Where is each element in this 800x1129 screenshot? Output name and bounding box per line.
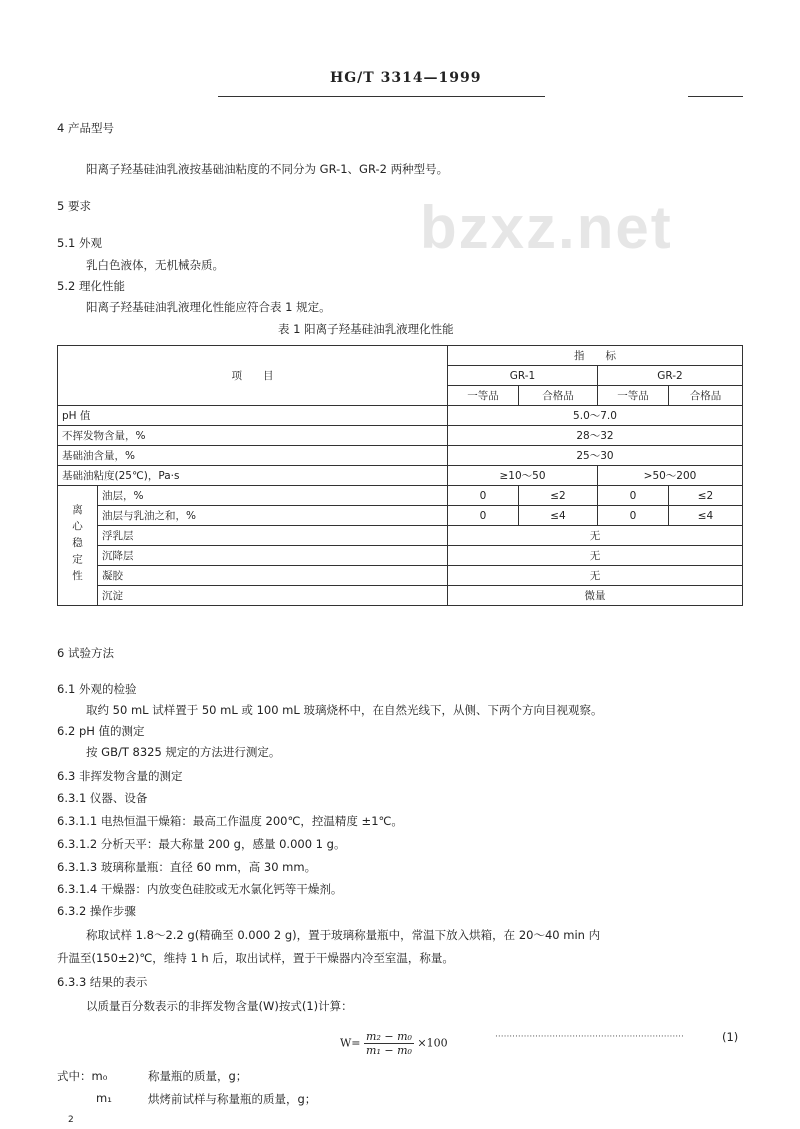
cell: 0 bbox=[598, 486, 669, 506]
table-caption: 表 1 阳离子羟基硅油乳液理化性能 bbox=[278, 322, 454, 336]
section-6-3-1-1: 6.3.1.1 电热恒温干燥箱：最高工作温度 200℃，控温精度 ±1℃。 bbox=[57, 814, 403, 828]
watermark: bzxz.net bbox=[420, 194, 673, 261]
row-value: ≥10～50 bbox=[448, 466, 598, 486]
group-label: 离心稳定性 bbox=[58, 486, 98, 606]
gr2-header: GR-2 bbox=[598, 366, 743, 386]
row-label: 凝胶 bbox=[98, 566, 448, 586]
row-value: 微量 bbox=[448, 586, 743, 606]
section-6-2-heading: 6.2 pH 值的测定 bbox=[57, 724, 145, 738]
section-5-heading: 5 要求 bbox=[57, 199, 91, 213]
cell: 0 bbox=[448, 486, 519, 506]
section-6-1-text: 取约 50 mL 试样置于 50 mL 或 100 mL 玻璃烧杯中，在自然光线下，从侧、下两个方向目视观察。 bbox=[86, 703, 603, 717]
row-value: 无 bbox=[448, 546, 743, 566]
row-label: 沉降层 bbox=[98, 546, 448, 566]
formula-denominator: m₁ − m₀ bbox=[366, 1044, 412, 1057]
section-6-3-heading: 6.3 非挥发物含量的测定 bbox=[57, 769, 183, 783]
formula-multiplier: ×100 bbox=[417, 1036, 448, 1050]
row-label: 油层，% bbox=[98, 486, 448, 506]
row-label: 油层与乳油之和，% bbox=[98, 506, 448, 526]
index-header: 指 标 bbox=[448, 346, 743, 366]
grade-header: 一等品 bbox=[448, 386, 519, 406]
section-6-3-2-text-2: 升温至(150±2)℃，维持 1 h 后，取出试样，置于干燥器内冷至室温，称量。 bbox=[57, 951, 454, 965]
row-value: 28～32 bbox=[448, 426, 743, 446]
section-5-2-heading: 5.2 理化性能 bbox=[57, 279, 125, 293]
header-rule bbox=[218, 96, 545, 97]
formula-leader-dots: ·································································· bbox=[495, 1032, 684, 1042]
properties-table bbox=[57, 345, 743, 606]
section-6-3-1-2: 6.3.1.2 分析天平：最大称量 200 g，感量 0.000 1 g。 bbox=[57, 837, 346, 851]
section-6-2-text: 按 GB/T 8325 规定的方法进行测定。 bbox=[86, 745, 281, 759]
formula-numerator: m₂ − m₀ bbox=[366, 1030, 412, 1043]
where-m1-desc: 烘烤前试样与称量瓶的质量，g； bbox=[148, 1092, 317, 1106]
row-value: 无 bbox=[448, 566, 743, 586]
section-6-3-3-heading: 6.3.3 结果的表示 bbox=[57, 975, 148, 989]
grade-header: 合格品 bbox=[519, 386, 598, 406]
section-4-heading: 4 产品型号 bbox=[57, 121, 114, 135]
section-5-1-heading: 5.1 外观 bbox=[57, 236, 102, 250]
row-label: 沉淀 bbox=[98, 586, 448, 606]
where-m1-symbol: m₁ bbox=[96, 1091, 112, 1105]
page-number: 2 bbox=[68, 1115, 74, 1125]
section-6-3-3-text: 以质量百分数表示的非挥发物含量(W)按式(1)计算： bbox=[86, 999, 353, 1013]
section-6-3-2-text-1: 称取试样 1.8～2.2 g(精确至 0.000 2 g)，置于玻璃称量瓶中，常温下放入烘箱，在 20～40 min 内 bbox=[86, 928, 601, 942]
row-label: pH 值 bbox=[58, 406, 448, 426]
section-6-3-1-4: 6.3.1.4 干燥器：内放变色硅胶或无水氯化钙等干燥剂。 bbox=[57, 882, 343, 896]
grade-header: 一等品 bbox=[598, 386, 669, 406]
row-value: 无 bbox=[448, 526, 743, 546]
section-4-text: 阳离子羟基硅油乳液按基础油粘度的不同分为 GR-1、GR-2 两种型号。 bbox=[86, 162, 449, 176]
cell: 0 bbox=[598, 506, 669, 526]
formula-lhs: W= bbox=[340, 1036, 361, 1050]
section-5-2-text: 阳离子羟基硅油乳液理化性能应符合表 1 规定。 bbox=[86, 300, 331, 314]
row-value: 5.0～7.0 bbox=[448, 406, 743, 426]
cell: ≤4 bbox=[519, 506, 598, 526]
grade-header: 合格品 bbox=[669, 386, 743, 406]
cell: 0 bbox=[448, 506, 519, 526]
section-6-3-1-3: 6.3.1.3 玻璃称量瓶：直径 60 mm，高 30 mm。 bbox=[57, 860, 317, 874]
row-label: 不挥发物含量，% bbox=[58, 426, 448, 446]
section-6-heading: 6 试验方法 bbox=[57, 646, 114, 660]
section-6-3-1-heading: 6.3.1 仪器、设备 bbox=[57, 791, 148, 805]
formula-1 bbox=[340, 1030, 448, 1057]
cell: ≤4 bbox=[669, 506, 743, 526]
cell: ≤2 bbox=[669, 486, 743, 506]
section-6-1-heading: 6.1 外观的检验 bbox=[57, 682, 137, 696]
formula-fraction bbox=[364, 1030, 414, 1057]
section-6-3-2-heading: 6.3.2 操作步骤 bbox=[57, 904, 136, 918]
gr1-header: GR-1 bbox=[448, 366, 598, 386]
row-label: 基础油粘度(25℃)，Pa·s bbox=[58, 466, 448, 486]
row-label: 浮乳层 bbox=[98, 526, 448, 546]
section-5-1-text: 乳白色液体，无机械杂质。 bbox=[86, 258, 224, 272]
where-m0-desc: 称量瓶的质量，g； bbox=[148, 1069, 248, 1083]
item-header: 项 目 bbox=[58, 346, 448, 406]
row-label: 基础油含量，% bbox=[58, 446, 448, 466]
header-rule-right bbox=[688, 96, 743, 97]
row-value: >50～200 bbox=[598, 466, 743, 486]
standard-number: HG/T 3314—1999 bbox=[330, 70, 482, 86]
cell: ≤2 bbox=[519, 486, 598, 506]
formula-number: (1) bbox=[722, 1030, 739, 1044]
row-value: 25～30 bbox=[448, 446, 743, 466]
where-m0-symbol: 式中：m₀ bbox=[57, 1069, 108, 1083]
